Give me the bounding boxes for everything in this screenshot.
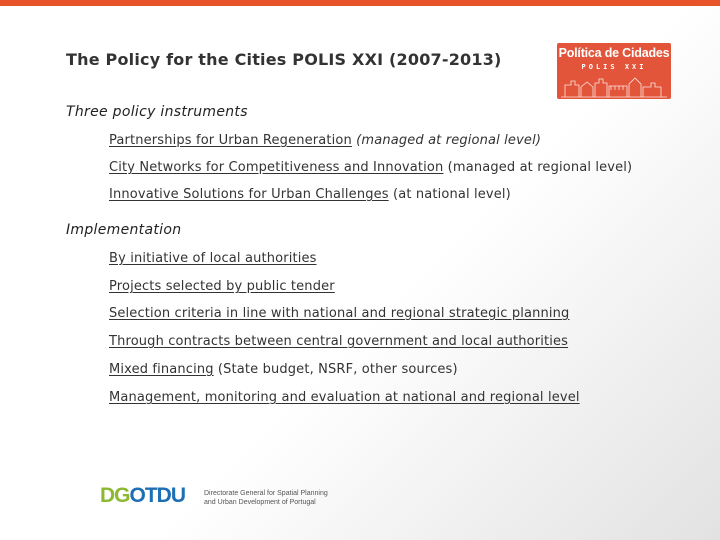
instrument-item xyxy=(109,133,541,148)
implementation-link[interactable]: Selection criteria in line with national and regional strategic planning xyxy=(109,306,570,321)
implementation-item xyxy=(109,306,569,321)
instrument-item xyxy=(109,160,632,175)
brand-otdu: OTDU xyxy=(129,484,185,507)
instrument-link[interactable]: City Networks for Competitiveness and Innovation xyxy=(109,160,444,175)
footer-line-1: Directorate General for Spatial Planning xyxy=(204,490,328,497)
dgotdu-wordmark xyxy=(100,484,185,508)
top-accent-bar xyxy=(0,0,720,6)
implementation-item xyxy=(109,334,568,349)
instrument-note: (managed at regional level) xyxy=(443,160,633,175)
footer-line-2: and Urban Development of Portugal xyxy=(204,499,316,506)
implementation-link[interactable]: Management, monitoring and evaluation at national and regional level xyxy=(109,390,580,405)
instruments-heading: Three policy instruments xyxy=(66,104,248,120)
instrument-link[interactable]: Partnerships for Urban Regeneration xyxy=(109,133,352,148)
implementation-item xyxy=(109,390,580,405)
dgotdu-description xyxy=(204,489,328,507)
slide-title: The Policy for the Cities POLIS XXI (2007-2013) xyxy=(66,50,502,69)
instrument-link[interactable]: Innovative Solutions for Urban Challenges xyxy=(109,187,389,202)
politica-de-cidades-logo xyxy=(557,43,671,99)
logo-subtitle: POLIS XXI xyxy=(581,63,647,71)
implementation-item xyxy=(109,251,317,266)
implementation-link[interactable]: Projects selected by public tender xyxy=(109,279,335,294)
logo-title: Política de Cidades xyxy=(558,46,670,60)
implementation-item xyxy=(109,279,335,294)
instrument-item xyxy=(109,187,511,202)
implementation-item xyxy=(109,362,458,377)
implementation-link[interactable]: By initiative of local authorities xyxy=(109,251,317,266)
instrument-note: (managed at regional level) xyxy=(351,133,542,148)
city-skyline-icon xyxy=(557,73,671,99)
implementation-note: (State budget, NSRF, other sources) xyxy=(213,362,458,377)
brand-dg: DG xyxy=(100,484,130,507)
implementation-heading: Implementation xyxy=(66,222,182,238)
implementation-link[interactable]: Mixed financing xyxy=(109,362,214,377)
dgotdu-logo xyxy=(100,484,380,514)
instrument-note: (at national level) xyxy=(388,187,511,202)
implementation-link[interactable]: Through contracts between central government and local authorities xyxy=(109,334,569,349)
